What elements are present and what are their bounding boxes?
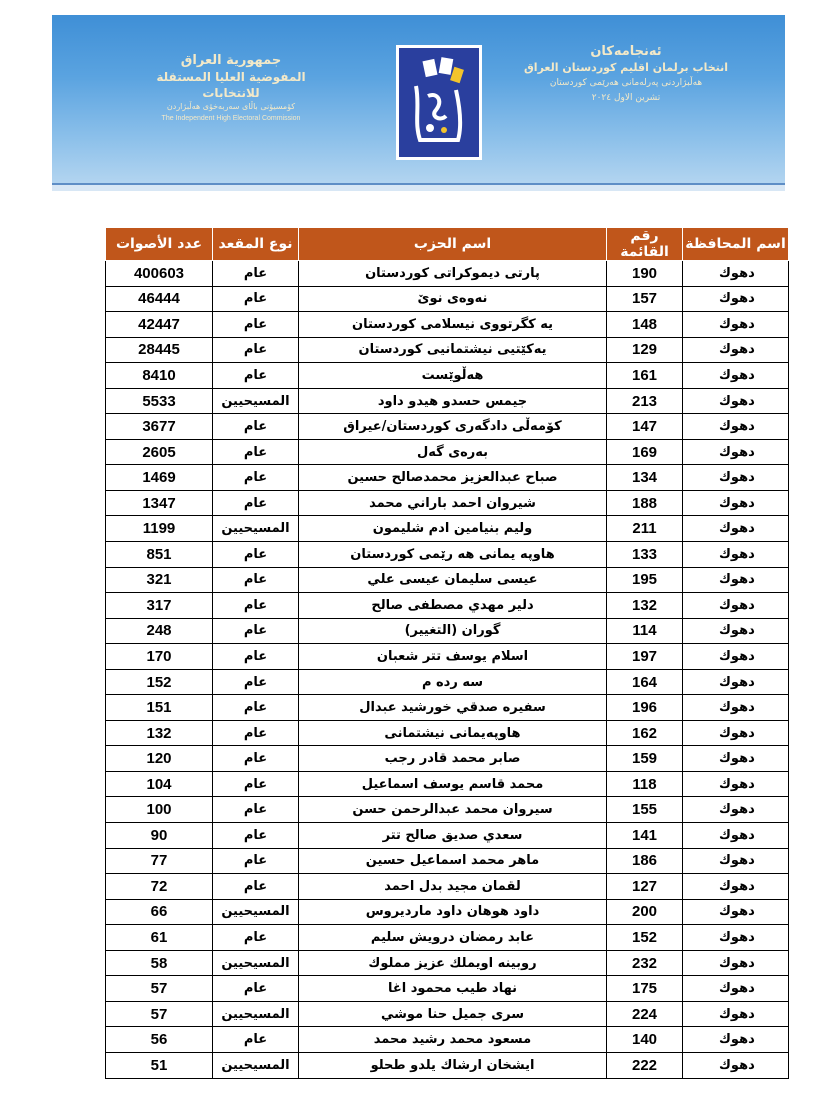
- seat-type-cell: عام: [213, 797, 299, 823]
- votes-cell: 46444: [106, 286, 213, 312]
- table-row: [106, 542, 789, 568]
- list-number-cell: 213: [607, 388, 683, 414]
- governorate-cell: دهوك: [683, 261, 789, 287]
- governorate-cell: دهوك: [683, 618, 789, 644]
- votes-cell: 42447: [106, 312, 213, 338]
- party-name-cell: صابر محمد قادر رجب: [299, 746, 607, 772]
- list-number-cell: 129: [607, 337, 683, 363]
- seat-type-cell: عام: [213, 771, 299, 797]
- seat-type-cell: المسيحيين: [213, 899, 299, 925]
- election-title-arabic: انتخاب برلمان اقليم كوردستان العراق: [523, 61, 729, 74]
- party-name-cell: ماهر محمد اسماعيل حسين: [299, 848, 607, 874]
- party-name-cell: يه كگرتووى نيسلامى كوردستان: [299, 312, 607, 338]
- votes-cell: 851: [106, 542, 213, 568]
- banner-bottom-strip: [52, 185, 785, 191]
- table-row: [106, 1052, 789, 1078]
- party-name-cell: وليم بنيامين ادم شليمون: [299, 516, 607, 542]
- table-row: [106, 771, 789, 797]
- list-number-cell: 147: [607, 414, 683, 440]
- commission-name-block: [136, 53, 326, 125]
- seat-type-cell: عام: [213, 593, 299, 619]
- party-name-cell: محمد قاسم يوسف اسماعيل: [299, 771, 607, 797]
- seat-type-cell: عام: [213, 1027, 299, 1053]
- list-number-cell: 190: [607, 261, 683, 287]
- governorate-cell: دهوك: [683, 950, 789, 976]
- results-title-block: [501, 43, 751, 106]
- table-row: [106, 899, 789, 925]
- table-row: [106, 823, 789, 849]
- seat-type-cell: المسيحيين: [213, 1052, 299, 1078]
- list-number-cell: 200: [607, 899, 683, 925]
- votes-cell: 56: [106, 1027, 213, 1053]
- col-header-seat-type: نوع المقعد: [213, 228, 299, 261]
- votes-cell: 66: [106, 899, 213, 925]
- list-number-cell: 157: [607, 286, 683, 312]
- party-name-cell: اسلام يوسف تتر شعبان: [299, 644, 607, 670]
- republic-title: جمهورية العراق: [180, 53, 282, 68]
- votes-cell: 170: [106, 644, 213, 670]
- seat-type-cell: المسيحيين: [213, 1001, 299, 1027]
- ihec-logo: [396, 45, 482, 160]
- party-name-cell: هاوپه يمانی هه رێمی كوردستان: [299, 542, 607, 568]
- party-name-cell: نەوەی نوێ: [299, 286, 607, 312]
- seat-type-cell: عام: [213, 618, 299, 644]
- governorate-cell: دهوك: [683, 797, 789, 823]
- list-number-cell: 232: [607, 950, 683, 976]
- party-name-cell: عيسى سليمان عيسى علي: [299, 567, 607, 593]
- table-header-row: [106, 228, 789, 261]
- party-name-cell: دلير مهدي مصطفى صالح: [299, 593, 607, 619]
- governorate-cell: دهوك: [683, 771, 789, 797]
- seat-type-cell: عام: [213, 542, 299, 568]
- votes-cell: 57: [106, 1001, 213, 1027]
- table-row: [106, 388, 789, 414]
- seat-type-cell: عام: [213, 337, 299, 363]
- governorate-cell: دهوك: [683, 976, 789, 1002]
- table-row: [106, 465, 789, 491]
- governorate-cell: دهوك: [683, 567, 789, 593]
- votes-cell: 248: [106, 618, 213, 644]
- party-name-cell: کۆمەڵی دادگەری کوردستان/عیراق: [299, 414, 607, 440]
- col-header-votes: عدد الأصوات: [106, 228, 213, 261]
- table-row: [106, 593, 789, 619]
- table-row: [106, 720, 789, 746]
- seat-type-cell: عام: [213, 567, 299, 593]
- party-name-cell: هاوپەیمانی نیشتمانی: [299, 720, 607, 746]
- party-name-cell: شيروان احمد باراني محمد: [299, 490, 607, 516]
- governorate-cell: دهوك: [683, 465, 789, 491]
- list-number-cell: 118: [607, 771, 683, 797]
- governorate-cell: دهوك: [683, 695, 789, 721]
- commission-title-arabic: المفوضية العليا المستقلة للانتخابات: [156, 70, 306, 100]
- list-number-cell: 134: [607, 465, 683, 491]
- party-name-cell: داود هوهان داود ماردیروس: [299, 899, 607, 925]
- party-name-cell: مسعود محمد رشيد محمد: [299, 1027, 607, 1053]
- governorate-cell: دهوك: [683, 848, 789, 874]
- table-row: [106, 490, 789, 516]
- table-row: [106, 618, 789, 644]
- governorate-cell: دهوك: [683, 490, 789, 516]
- votes-cell: 77: [106, 848, 213, 874]
- list-number-cell: 169: [607, 439, 683, 465]
- party-name-cell: سعدي صديق صالح تتر: [299, 823, 607, 849]
- governorate-cell: دهوك: [683, 414, 789, 440]
- results-table: [105, 227, 789, 1079]
- election-title-kurdish: هەڵبژاردنی پەرلەمانی هەرێمی کوردستان: [549, 78, 703, 88]
- list-number-cell: 152: [607, 925, 683, 951]
- table-row: [106, 950, 789, 976]
- votes-cell: 3677: [106, 414, 213, 440]
- governorate-cell: دهوك: [683, 1027, 789, 1053]
- table-row: [106, 1001, 789, 1027]
- seat-type-cell: عام: [213, 746, 299, 772]
- table-row: [106, 337, 789, 363]
- list-number-cell: 175: [607, 976, 683, 1002]
- votes-cell: 1347: [106, 490, 213, 516]
- votes-cell: 5533: [106, 388, 213, 414]
- seat-type-cell: عام: [213, 976, 299, 1002]
- votes-cell: 321: [106, 567, 213, 593]
- party-name-cell: هەڵوێست: [299, 363, 607, 389]
- commission-title-english: The Independent High Electoral Commission: [161, 115, 301, 122]
- party-name-cell: سيروان محمد عبدالرحمن حسن: [299, 797, 607, 823]
- table-row: [106, 286, 789, 312]
- list-number-cell: 140: [607, 1027, 683, 1053]
- votes-cell: 400603: [106, 261, 213, 287]
- table-body: [106, 261, 789, 1079]
- seat-type-cell: عام: [213, 720, 299, 746]
- seat-type-cell: عام: [213, 925, 299, 951]
- governorate-cell: دهوك: [683, 925, 789, 951]
- seat-type-cell: عام: [213, 286, 299, 312]
- results-heading: ئەنجامەکان: [590, 44, 662, 59]
- table-row: [106, 976, 789, 1002]
- governorate-cell: دهوك: [683, 669, 789, 695]
- votes-cell: 51: [106, 1052, 213, 1078]
- list-number-cell: 141: [607, 823, 683, 849]
- list-number-cell: 159: [607, 746, 683, 772]
- list-number-cell: 132: [607, 593, 683, 619]
- seat-type-cell: عام: [213, 644, 299, 670]
- seat-type-cell: عام: [213, 439, 299, 465]
- governorate-cell: دهوك: [683, 388, 789, 414]
- governorate-cell: دهوك: [683, 720, 789, 746]
- list-number-cell: 162: [607, 720, 683, 746]
- votes-cell: 61: [106, 925, 213, 951]
- governorate-cell: دهوك: [683, 1001, 789, 1027]
- votes-cell: 28445: [106, 337, 213, 363]
- seat-type-cell: عام: [213, 363, 299, 389]
- governorate-cell: دهوك: [683, 337, 789, 363]
- table-row: [106, 1027, 789, 1053]
- seat-type-cell: المسيحيين: [213, 516, 299, 542]
- votes-cell: 120: [106, 746, 213, 772]
- table-row: [106, 695, 789, 721]
- votes-cell: 8410: [106, 363, 213, 389]
- party-name-cell: سرى جميل حنا موشي: [299, 1001, 607, 1027]
- governorate-cell: دهوك: [683, 746, 789, 772]
- col-header-party-name: اسم الحزب: [299, 228, 607, 261]
- list-number-cell: 196: [607, 695, 683, 721]
- list-number-cell: 195: [607, 567, 683, 593]
- table-row: [106, 261, 789, 287]
- election-date: تشرين الاول ٢٠٢٤: [591, 93, 661, 103]
- governorate-cell: دهوك: [683, 823, 789, 849]
- table-row: [106, 516, 789, 542]
- party-name-cell: یەکێتیی نیشتمانیی کوردستان: [299, 337, 607, 363]
- seat-type-cell: عام: [213, 312, 299, 338]
- governorate-cell: دهوك: [683, 593, 789, 619]
- seat-type-cell: المسيحيين: [213, 950, 299, 976]
- governorate-cell: دهوك: [683, 874, 789, 900]
- list-number-cell: 188: [607, 490, 683, 516]
- party-name-cell: روبينه اويملك عزيز مملوك: [299, 950, 607, 976]
- votes-cell: 151: [106, 695, 213, 721]
- col-header-governorate: اسم المحافظة: [683, 228, 789, 261]
- list-number-cell: 161: [607, 363, 683, 389]
- votes-cell: 132: [106, 720, 213, 746]
- votes-cell: 2605: [106, 439, 213, 465]
- party-name-cell: صباح عبدالعزيز محمدصالح حسين: [299, 465, 607, 491]
- list-number-cell: 222: [607, 1052, 683, 1078]
- list-number-cell: 164: [607, 669, 683, 695]
- seat-type-cell: عام: [213, 261, 299, 287]
- governorate-cell: دهوك: [683, 363, 789, 389]
- table-row: [106, 363, 789, 389]
- party-name-cell: جيمس حسدو هيدو داود: [299, 388, 607, 414]
- party-name-cell: سفيره صدقي خورشيد عبدال: [299, 695, 607, 721]
- list-number-cell: 127: [607, 874, 683, 900]
- header-banner: [52, 15, 785, 191]
- table-row: [106, 669, 789, 695]
- seat-type-cell: عام: [213, 490, 299, 516]
- table-row: [106, 925, 789, 951]
- list-number-cell: 211: [607, 516, 683, 542]
- party-name-cell: پارتی دیموکراتی کوردستان: [299, 261, 607, 287]
- governorate-cell: دهوك: [683, 542, 789, 568]
- votes-cell: 57: [106, 976, 213, 1002]
- seat-type-cell: عام: [213, 465, 299, 491]
- party-name-cell: سه رده م: [299, 669, 607, 695]
- governorate-cell: دهوك: [683, 439, 789, 465]
- list-number-cell: 224: [607, 1001, 683, 1027]
- party-name-cell: ايشخان ارشاك يلدو طحلو: [299, 1052, 607, 1078]
- table-row: [106, 567, 789, 593]
- list-number-cell: 186: [607, 848, 683, 874]
- votes-cell: 104: [106, 771, 213, 797]
- governorate-cell: دهوك: [683, 644, 789, 670]
- party-name-cell: بەرەی گەل: [299, 439, 607, 465]
- list-number-cell: 197: [607, 644, 683, 670]
- seat-type-cell: عام: [213, 414, 299, 440]
- list-number-cell: 114: [607, 618, 683, 644]
- votes-cell: 90: [106, 823, 213, 849]
- votes-cell: 72: [106, 874, 213, 900]
- table-row: [106, 797, 789, 823]
- party-name-cell: گوران (التغيير): [299, 618, 607, 644]
- votes-cell: 152: [106, 669, 213, 695]
- table-row: [106, 312, 789, 338]
- table-row: [106, 746, 789, 772]
- votes-cell: 58: [106, 950, 213, 976]
- table-row: [106, 644, 789, 670]
- list-number-cell: 133: [607, 542, 683, 568]
- governorate-cell: دهوك: [683, 286, 789, 312]
- seat-type-cell: عام: [213, 874, 299, 900]
- votes-cell: 317: [106, 593, 213, 619]
- table-row: [106, 848, 789, 874]
- governorate-cell: دهوك: [683, 516, 789, 542]
- ballot-box-icon: [406, 56, 472, 148]
- governorate-cell: دهوك: [683, 312, 789, 338]
- votes-cell: 100: [106, 797, 213, 823]
- list-number-cell: 148: [607, 312, 683, 338]
- col-header-list-number: رقم القائمة: [607, 228, 683, 261]
- governorate-cell: دهوك: [683, 899, 789, 925]
- votes-cell: 1469: [106, 465, 213, 491]
- seat-type-cell: عام: [213, 823, 299, 849]
- seat-type-cell: عام: [213, 695, 299, 721]
- commission-title-kurdish: كۆمسیۆنی باڵای سەربەخۆی هەڵبژاردن: [166, 102, 296, 111]
- table-row: [106, 414, 789, 440]
- party-name-cell: لقمان مجيد بدل احمد: [299, 874, 607, 900]
- votes-cell: 1199: [106, 516, 213, 542]
- table-row: [106, 874, 789, 900]
- party-name-cell: نهاد طيب محمود اغا: [299, 976, 607, 1002]
- list-number-cell: 155: [607, 797, 683, 823]
- governorate-cell: دهوك: [683, 1052, 789, 1078]
- table-row: [106, 439, 789, 465]
- seat-type-cell: عام: [213, 669, 299, 695]
- seat-type-cell: المسيحيين: [213, 388, 299, 414]
- seat-type-cell: عام: [213, 848, 299, 874]
- party-name-cell: عابد رمضان درويش سليم: [299, 925, 607, 951]
